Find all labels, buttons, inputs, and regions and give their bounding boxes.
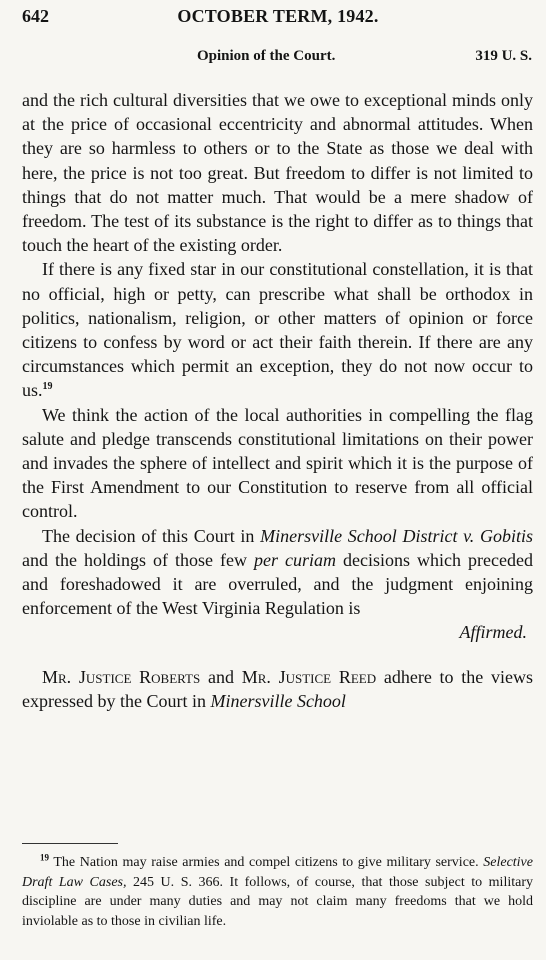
term-title: OCTOBER TERM, 1942. <box>177 6 379 26</box>
paragraph-2 <box>22 257 533 402</box>
footnote-divider <box>22 843 118 844</box>
paragraph-5 <box>22 665 533 713</box>
footnote-number: 19 <box>40 852 49 863</box>
sub-header <box>22 48 534 70</box>
page-number: 642 <box>22 6 49 26</box>
paragraph-5-and: and <box>200 666 242 687</box>
footnote-text-a: The Nation may raise armies and compel citizens to give military service. <box>49 855 484 870</box>
per-curiam-term: per curiam <box>254 549 337 570</box>
justice-reed: Mr. Justice Reed <box>241 666 377 687</box>
affirmed-judgment: Affirmed. <box>459 622 527 643</box>
opinion-label: Opinion of the Court. <box>197 48 336 64</box>
justice-roberts: Mr. Justice Roberts <box>42 666 201 687</box>
running-head <box>22 6 534 32</box>
footnote-text-b: 245 U. S. 366. It follows, of course, that those subject to military discipline are under many duties and may not claim many freedoms that we hold inviolable as to those in civilian life. <box>22 874 533 929</box>
opinion-text <box>22 88 533 713</box>
case-name-minersville: Minersville School <box>210 690 346 711</box>
footnote-case-name: Selective Draft Law Cases, <box>22 855 533 890</box>
paragraph-5-text: adhere to the views expressed by the Court in <box>22 666 534 711</box>
footnote-reference[interactable]: 19 <box>42 381 53 393</box>
paragraph-4-text-c: decisions which preceded and foreshadowed it are overruled, and the judgment enjoining enforcement of the West Virginia Regulation is <box>22 549 533 619</box>
volume-reference: 319 U. S. <box>475 48 532 64</box>
footnote-19 <box>22 853 533 931</box>
paragraph-4-text-b: and the holdings of those few <box>22 549 255 570</box>
paragraph-1: and the rich cultural diversities that we owe to exceptional minds only at the price of occasional eccentricity and abnormal attitudes. When they are so harmless to others or to the State as those we deal with here, the price is not too great. But freedom to differ is not limited to things that do not matter much. That would be a mere shadow of freedom. The test of its substance is the right to differ as to things that touch the heart of the existing order. <box>22 90 533 256</box>
paragraph-4-text-a: The decision of this Court in <box>42 525 261 546</box>
paragraph-4 <box>22 524 533 621</box>
paragraph-gap <box>22 645 533 665</box>
case-name-gobitis: Minersville School District v. Gobitis <box>260 525 533 546</box>
paragraph-3: We think the action of the local authorities in compelling the flag salute and pledge transcends constitutional limitations on their power and invades the sphere of intellect and spirit which it is the purpose of the First Amendment to our Constitution to reserve from all official control. <box>22 404 533 522</box>
paragraph-2-text: If there is any fixed star in our constitutional constellation, it is that no official, high or petty, can prescribe what shall be orthodox in politics, nationalism, religion, or other matters of opinion or force citizens to confess by word or act their faith therein. If there are any circumstances which permit an exception, they do not now occur to us. <box>22 259 533 401</box>
